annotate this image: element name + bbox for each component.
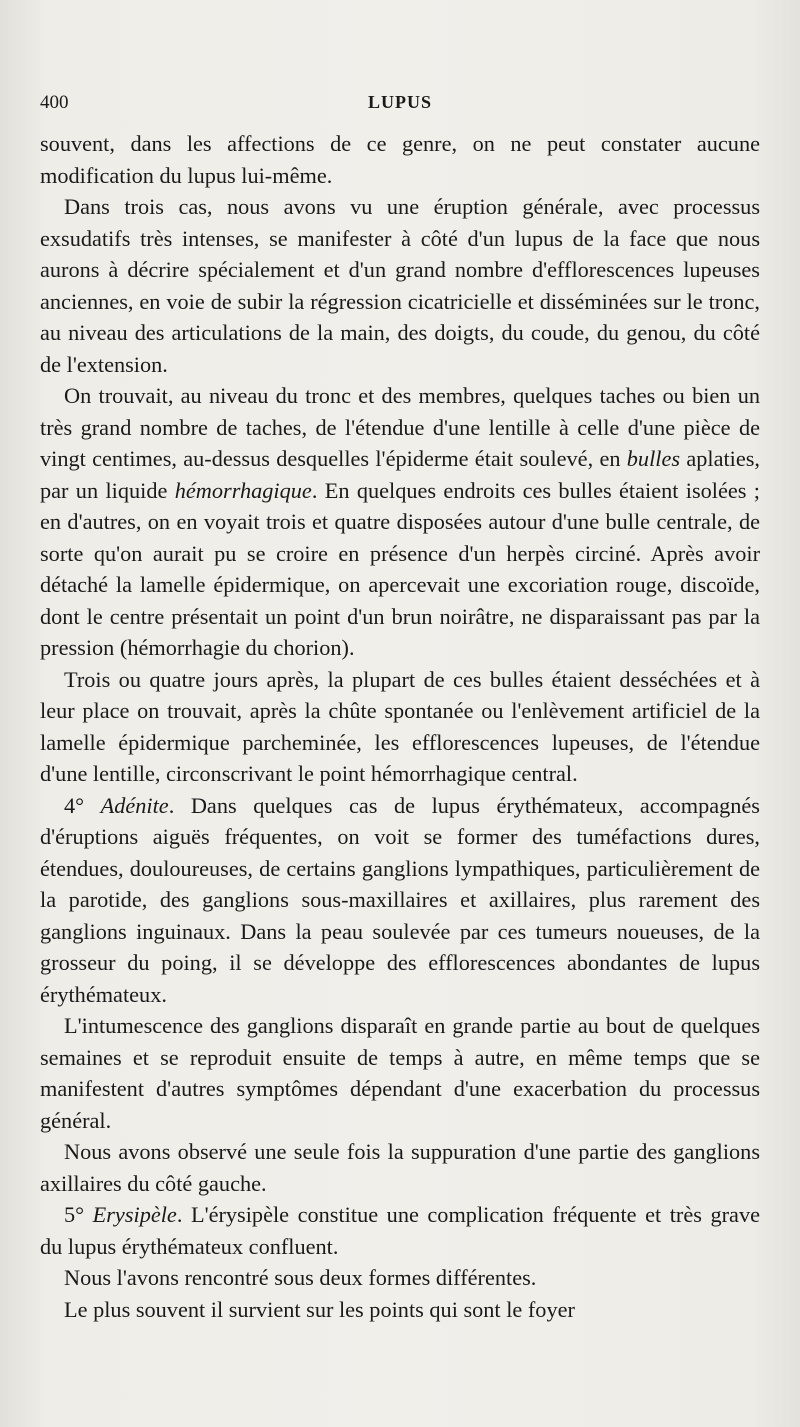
text-run: . L'érysipèle constitue une complication fréquente et très grave du lupus érythémateux confluent. xyxy=(40,1202,760,1259)
body-text xyxy=(40,128,760,1325)
text-run: 4° xyxy=(64,792,101,818)
text-run: 5° xyxy=(64,1202,93,1227)
text-run: aplaties, par un liquide xyxy=(40,446,761,503)
italic-run: hémorrhagique xyxy=(174,477,312,503)
running-title: LUPUS xyxy=(367,92,432,112)
paragraph xyxy=(40,191,760,380)
text-run: Nous avons observé une seule fois la suppuration d'une partie des ganglions axillaires du côté gauche. xyxy=(40,1139,760,1196)
text-run: Le plus souvent il survient sur les points qui sont le foyer xyxy=(64,1296,575,1322)
running-head xyxy=(40,88,760,128)
text-run: L'intumescence des ganglions disparaît en grande partie au bout de quelques semaines et se reproduit ensuite de temps à autre, en même temps que se manifestent d'autres symptômes dépendant d'une exacerbation du processus général. xyxy=(40,1013,760,1133)
text-run: souvent, dans les affections de ce genre, on ne peut constater aucune modification du lupus lui-même. xyxy=(40,131,760,188)
paragraph xyxy=(40,790,760,1011)
italic-run: Adénite xyxy=(100,792,169,818)
paragraph xyxy=(40,1136,760,1199)
paragraph xyxy=(40,664,760,790)
text-run: . Dans quelques cas de lupus érythémateux, accompagnés d'éruptions aiguës fréquentes, on voit se former des tuméfactions dures, étendues, douloureuses, de certains ganglions lympathiques, particulièrement de la parotide, des ganglions sous-maxillaires et axillaires, plus rarement des ganglions inguinaux. Dans la peau soulevée par ces tumeurs noueuses, de la grosseur du poing, il se développe des efflorescences abondantes de lupus érythémateux. xyxy=(40,792,760,1007)
paragraph xyxy=(40,1262,760,1294)
page-number: 400 xyxy=(40,92,69,113)
text-run: Trois ou quatre jours après, la plupart de ces bulles étaient desséchées et à leur place on trouvait, après la chûte spontanée ou l'enlèvement artificiel de la lamelle épidermique parcheminée, les efflorescences lupeuses, de l'étendue d'une lentille, circonscrivant le point hémorrhagique central. xyxy=(40,666,760,786)
paragraph xyxy=(40,1010,760,1136)
text-run: On trouvait, au niveau du tronc et des membres, quelques taches ou bien un très grand nombre de taches, de l'étendue d'une lentille à celle d'une pièce de vingt centimes, au-dessus desquelles l'épiderme était soulevé, en xyxy=(40,383,760,471)
text-run: Nous l'avons rencontré sous deux formes différentes. xyxy=(64,1265,537,1290)
paragraph xyxy=(40,380,760,664)
italic-run: bulles xyxy=(626,446,681,471)
italic-run: Erysipèle xyxy=(92,1202,177,1227)
paragraph xyxy=(40,1199,760,1262)
paragraph xyxy=(40,128,760,191)
text-run: . En quelques endroits ces bulles étaient isolées ; en d'autres, on en voyait trois et quatre disposées autour d'une bulle centrale, de sorte qu'on aurait pu se croire en présence d'un herpès circiné. Après avoir détaché la lamelle épidermique, on apercevait une excoriation rouge, discoïde, dont le centre présentait un point d'un brun noirâtre, ne disparaissant pas par la pression (hémorrhagie du chorion). xyxy=(40,477,760,660)
paragraph xyxy=(40,1294,760,1326)
text-run: Dans trois cas, nous avons vu une éruption générale, avec processus exsudatifs très intenses, se manifester à côté d'un lupus de la face que nous aurons à décrire spécialement et d'un grand nombre d'efflorescences lupeuses anciennes, en voie de subir la régression cicatricielle et disséminées sur le tronc, au niveau des articulations de la main, des doigts, du coude, du genou, du côté de l'extension. xyxy=(40,194,760,377)
